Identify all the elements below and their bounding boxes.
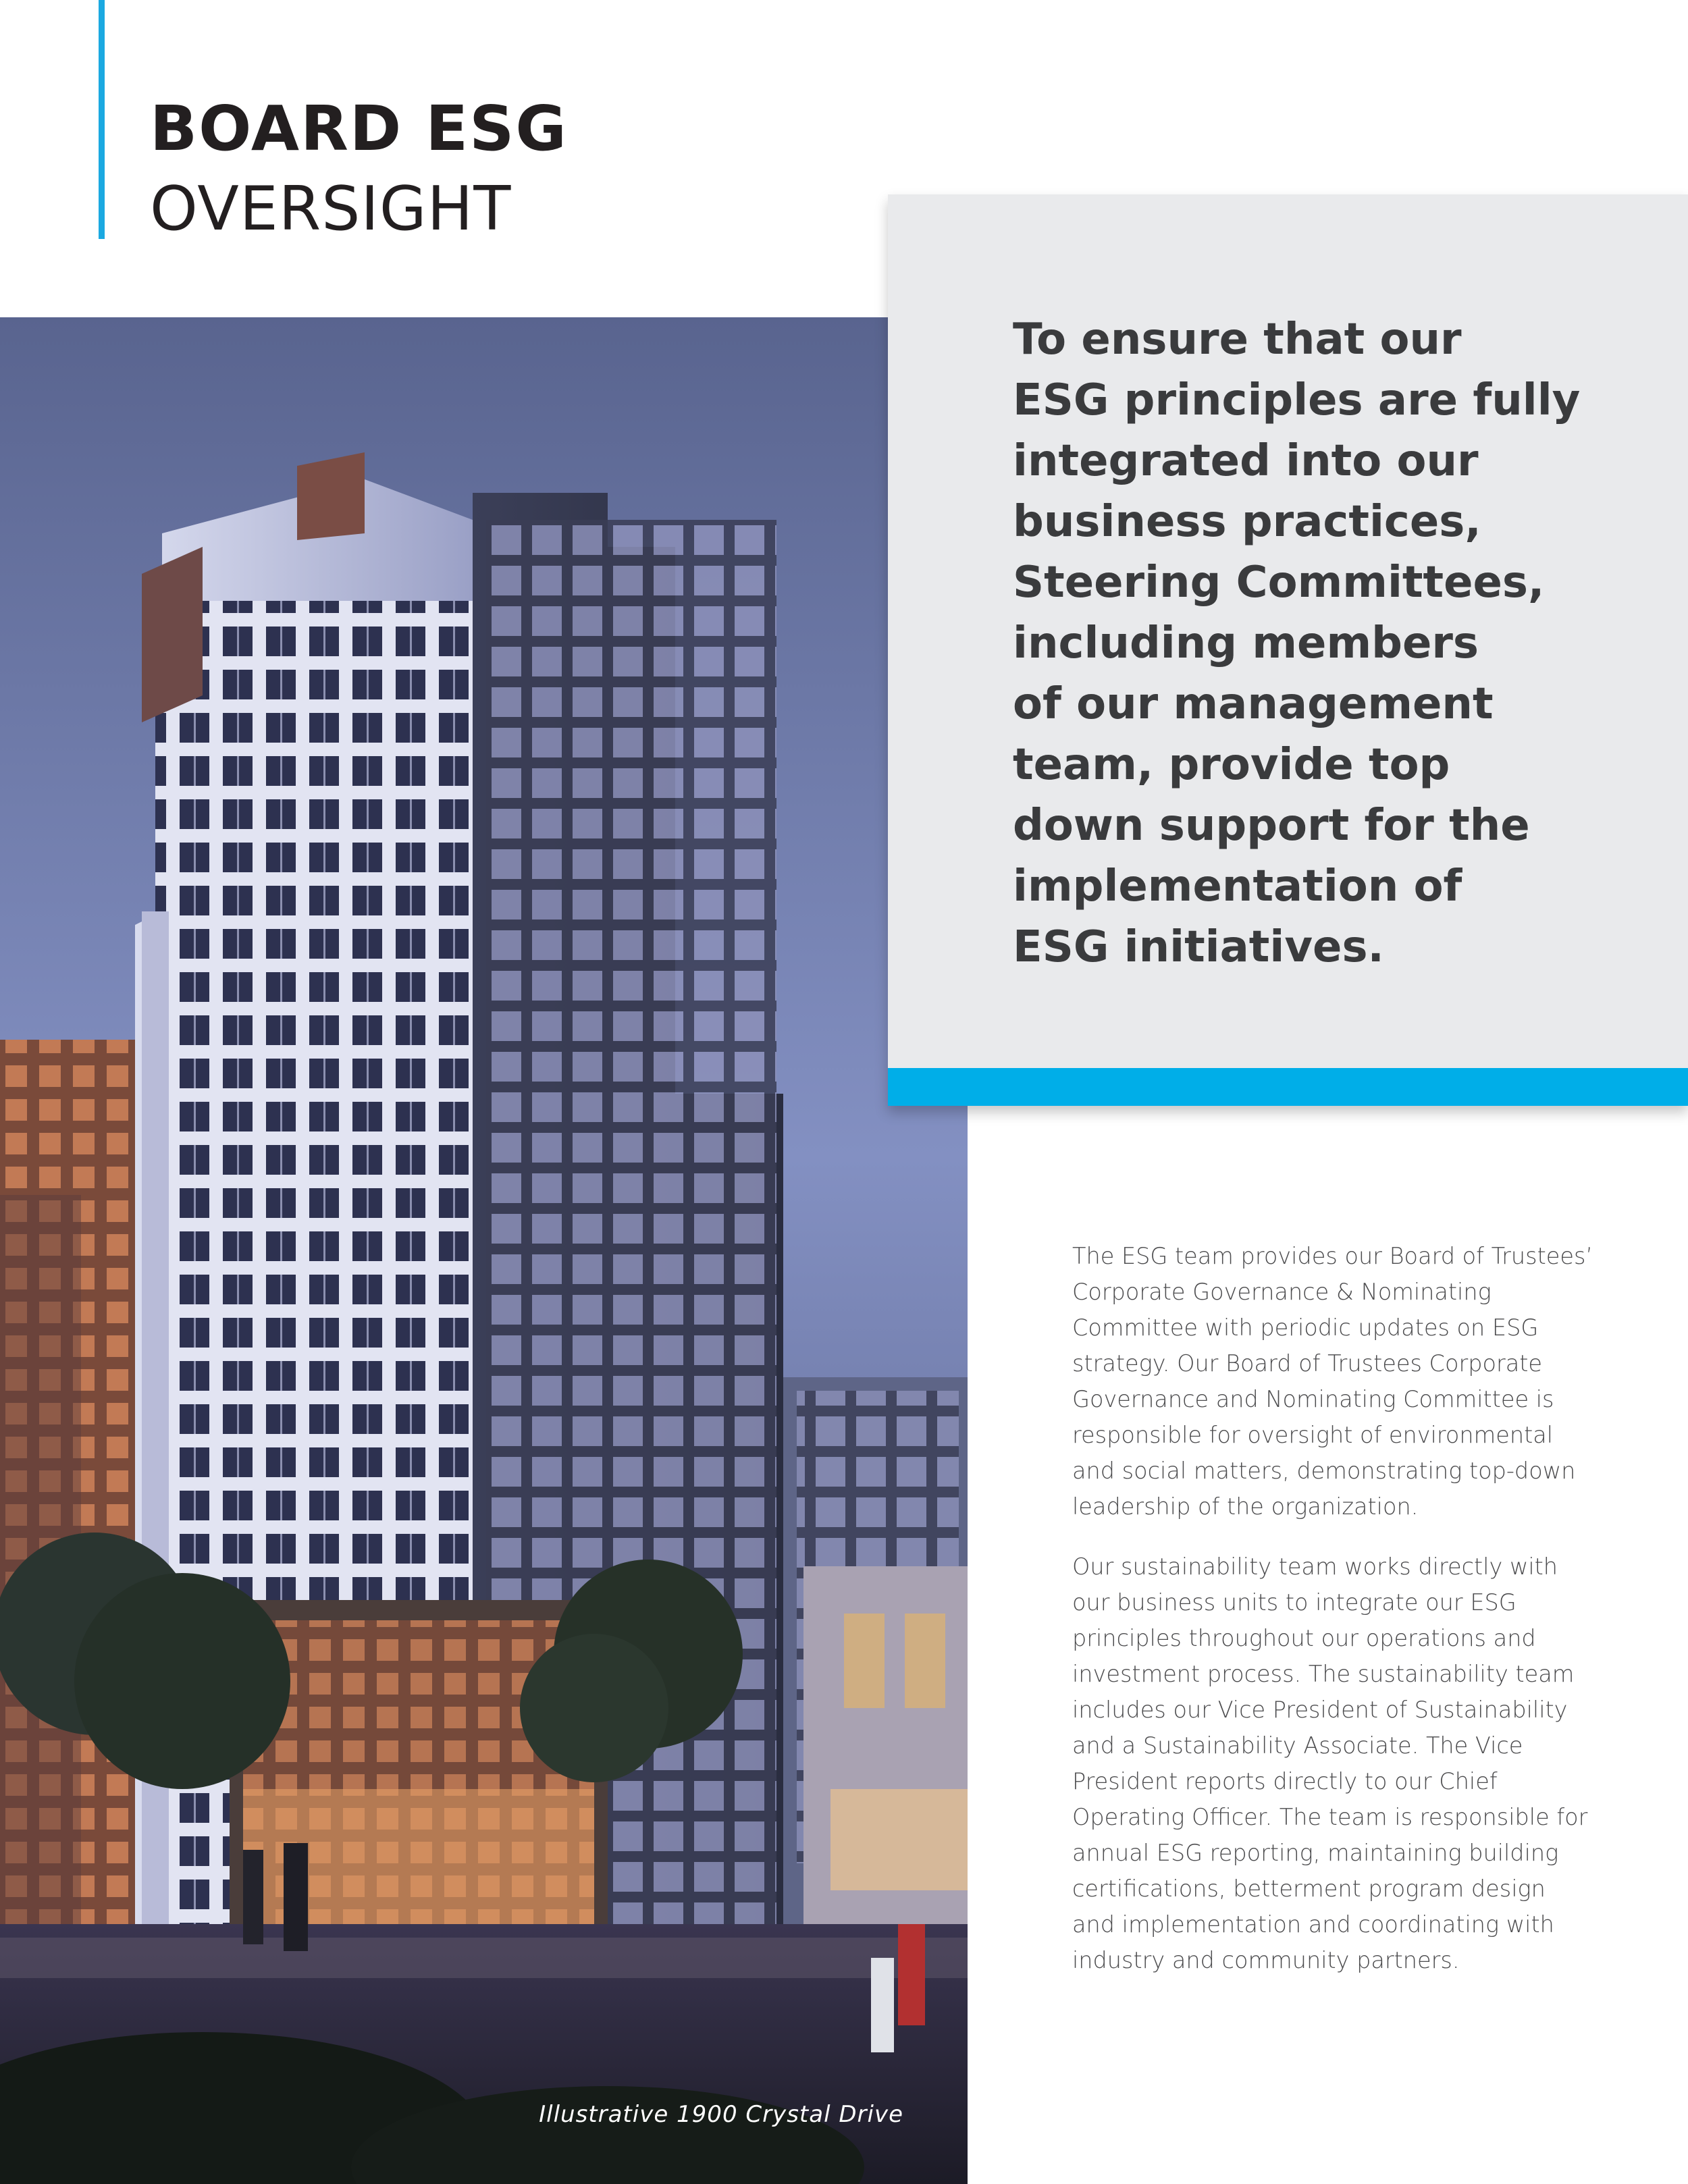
pull-quote-box [888, 194, 1688, 1106]
body-paragraph-2: Our sustainability team works directly with our business units to integrate our ESG principles throughout our operations and investment process. The sustainability team includes our Vice President of Sustainability and a Sustainability Associate. The Vice President reports directly to our Chief Operating Officer. The team is responsible for annual ESG reporting, maintaining building certifications, betterment program design and implementation and coordinating with industry and community partners. [1072, 1553, 1588, 1973]
body-copy [1072, 1238, 1606, 2002]
body-paragraph-1: The ESG team provides our Board of Trustees’ Corporate Governance & Nominating Committee with periodic updates on ESG strategy. Our Board of Trustees Corporate Governance and Nominating Committee is responsible for oversight of environmental and social matters, demonstrating top-down leadership of the organization. [1072, 1243, 1593, 1520]
tower-rendering-image [0, 317, 968, 2184]
page-title-line2: OVERSIGHT [150, 174, 512, 244]
pull-quote-text: To ensure that our ESG principles are fully integrated into our business practices, Steering Committees, including members of our management team, provide top down support for the implementation of ESG initiatives. [1013, 315, 1581, 972]
image-caption: Illustrative 1900 Crystal Drive [539, 2101, 903, 2128]
pull-quote-accent-bar [888, 1068, 1688, 1106]
page-title-line1: BOARD ESG [150, 92, 568, 165]
title-accent-bar [99, 0, 105, 239]
